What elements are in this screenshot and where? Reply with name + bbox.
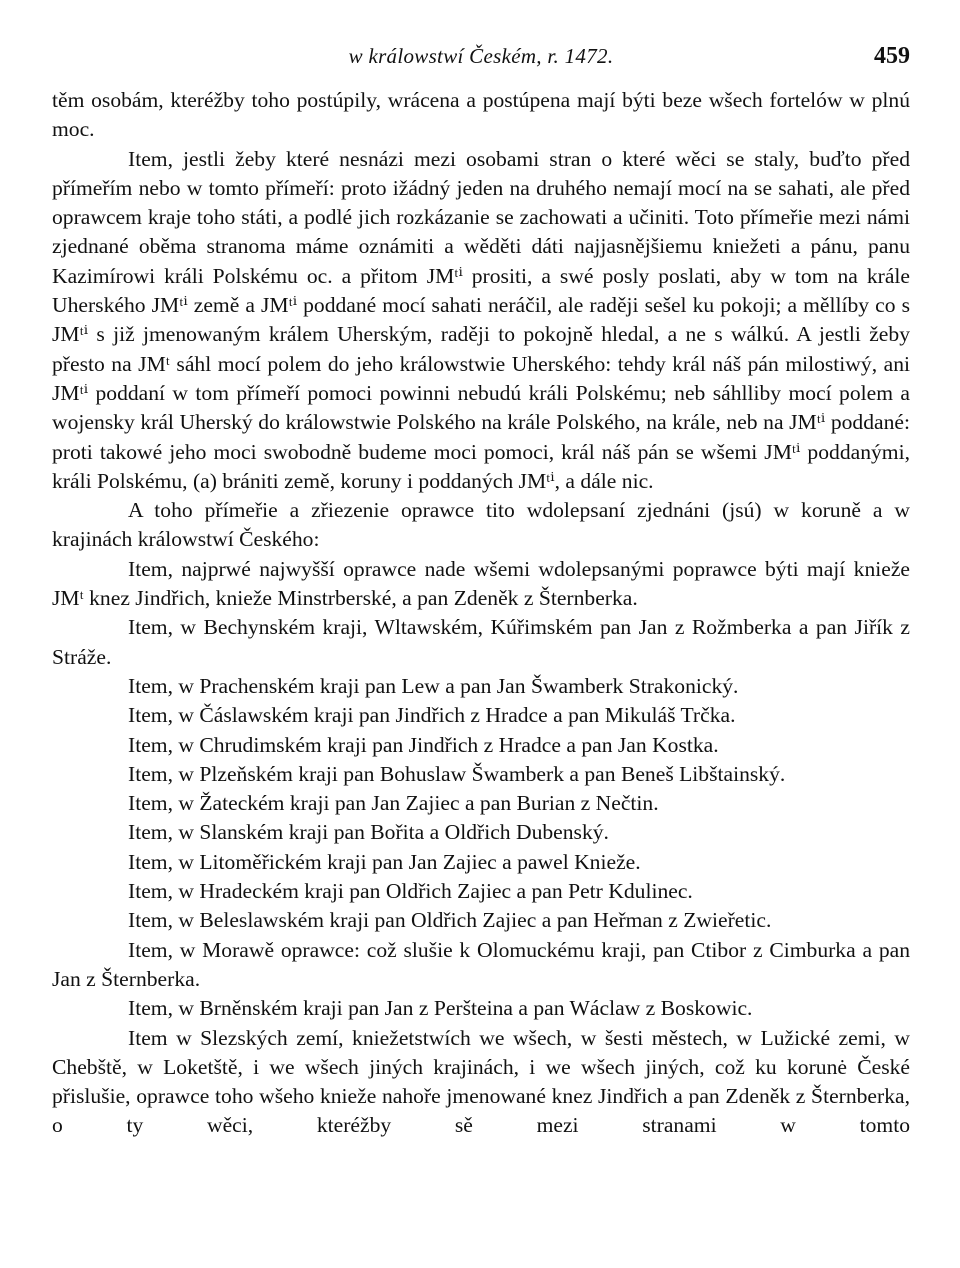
paragraph-zatec-region: Item, w Žateckém kraji pan Jan Zajiec a pan Burian z Nečtin. — [128, 791, 659, 816]
paragraph-truce-terms: Item, jestli žeby které nesnázi mezi osobami stran o které wěci se staly, buďto před přímeřím nebo w tomto přímeří: proto ižádný jeden na druhého nemají mocí na se sahati, ale před oprawcem kraje toho státi, a podlé jich rozkázanie se zachowati a učiniti. Toto přímeřie mezi námi zjednané oběma stranoma máme oznámiti a wěděti dáti najjasnějšiemu kniežeti a pánu, panu Kazimírowi králi Polskému oc. a přitom JMᵗⁱ prositi, a swé posly poslati, aby w tom na krále Uherského JMᵗⁱ země a JMᵗⁱ poddané mocí sahati neráčil, ale raději sešel ku pokoji; a měllíby co s JMᵗⁱ s již jmenowaným králem Uherským, raději to pokojně hledal, a ne s wálkú. A jestli žeby přesto na JMᵗ sáhl mocí polem do jeho králowstwie Uherského: tehdy král náš pán milostiwý, ani JMᵗⁱ poddaní w tom přímeří pomoci powinni nebudú králi Polskému; neb sáhlliby mocí polem a wojensky král Uherský do králowstwie Polského na krále Polského, na krále, neb na JMᵗⁱ poddané: proti takowé jeho moci swobodně budeme moci pomoci, král náš pán se wšemi JMᵗⁱ poddanými, králi Polskému, (a) brániti země, koruny i poddaných JMᵗⁱ, a dále nic. — [52, 146, 910, 493]
running-title: w králowstwí Českém, r. 1472. — [348, 44, 614, 68]
paragraph-supreme-arbiters: Item, najprwé najwyšší oprawce nade wšemi wdolepsanými poprawce býti mají knieže JMᵗ knez Jindřich, knieže Minstrberské, a pan Zdeněk z Šternberka. — [52, 556, 910, 611]
paragraph-litomerice-region: Item, w Litoměřickém kraji pan Jan Zajiec a pawel Knieže. — [128, 849, 641, 874]
paragraph-arbiters-intro: A toho přímeřie a zřiezenie oprawce tito wdolepsaní zjednáni (jsú) w koruně a w krajinách králowstwí Českého: — [52, 498, 910, 552]
paragraph-bechyne-region: Item, w Bechynském kraji, Wltawském, Kúřimském pan Jan z Rožmberka a pan Jiřík z Stráže. — [52, 615, 910, 669]
paragraph-brno-region: Item, w Brněnském kraji pan Jan z Peršteina a pan Wáclaw z Boskowic. — [128, 996, 753, 1021]
body-text — [52, 86, 910, 1141]
paragraph-chrudim-region: Item, w Chrudimském kraji pan Jindřich z Hradce a pan Jan Kostka. — [128, 732, 719, 757]
paragraph-plzen-region: Item, w Plzeňském kraji pan Bohuslaw Šwamberk a pan Beneš Libštainský. — [128, 761, 786, 786]
paragraph-caslav-region: Item, w Čáslawském kraji pan Jindřich z Hradce a pan Mikuláš Trčka. — [128, 703, 736, 728]
paragraph-hradec-region: Item, w Hradeckém kraji pan Oldřich Zajiec a pan Petr Kdulinec. — [128, 879, 693, 904]
paragraph-boleslav-region: Item, w Beleslawském kraji pan Oldřich Zajiec a pan Heřman z Zwieřetic. — [128, 908, 772, 933]
paragraph-continuation: těm osobám, kteréžby toho postúpily, wrácena a postúpena mají býti beze wšech fortelów w plnú moc. — [52, 88, 910, 142]
paragraph-moravia-olomouc: Item, w Morawě oprawce: což slušie k Olomuckému kraji, pan Ctibor z Cimburka a pan Jan z Šternberka. — [52, 937, 910, 991]
paragraph-silesia-lusatia: Item w Slezských zemí, kniežetstwích we wšech, w šesti městech, w Lužické zemi, w Chebště, w Loketště, i we wšech jiných krajinách, i we wšech jiných, což ku korunė České přislušie, oprawce toho wšeho knieže nahoře jmenowané knez Jindřich a pan Zdeněk z Šternberka, o ty wěci, kteréžby sě mezi stranami w tomto — [52, 1025, 910, 1138]
paragraph-prachen-region: Item, w Prachenském kraji pan Lew a pan Jan Šwamberk Strakonický. — [128, 673, 739, 698]
page-header — [52, 36, 910, 76]
paragraph-slany-region: Item, w Slanském kraji pan Bořita a Oldřich Dubenský. — [128, 820, 609, 845]
page-number: 459 — [874, 43, 910, 69]
